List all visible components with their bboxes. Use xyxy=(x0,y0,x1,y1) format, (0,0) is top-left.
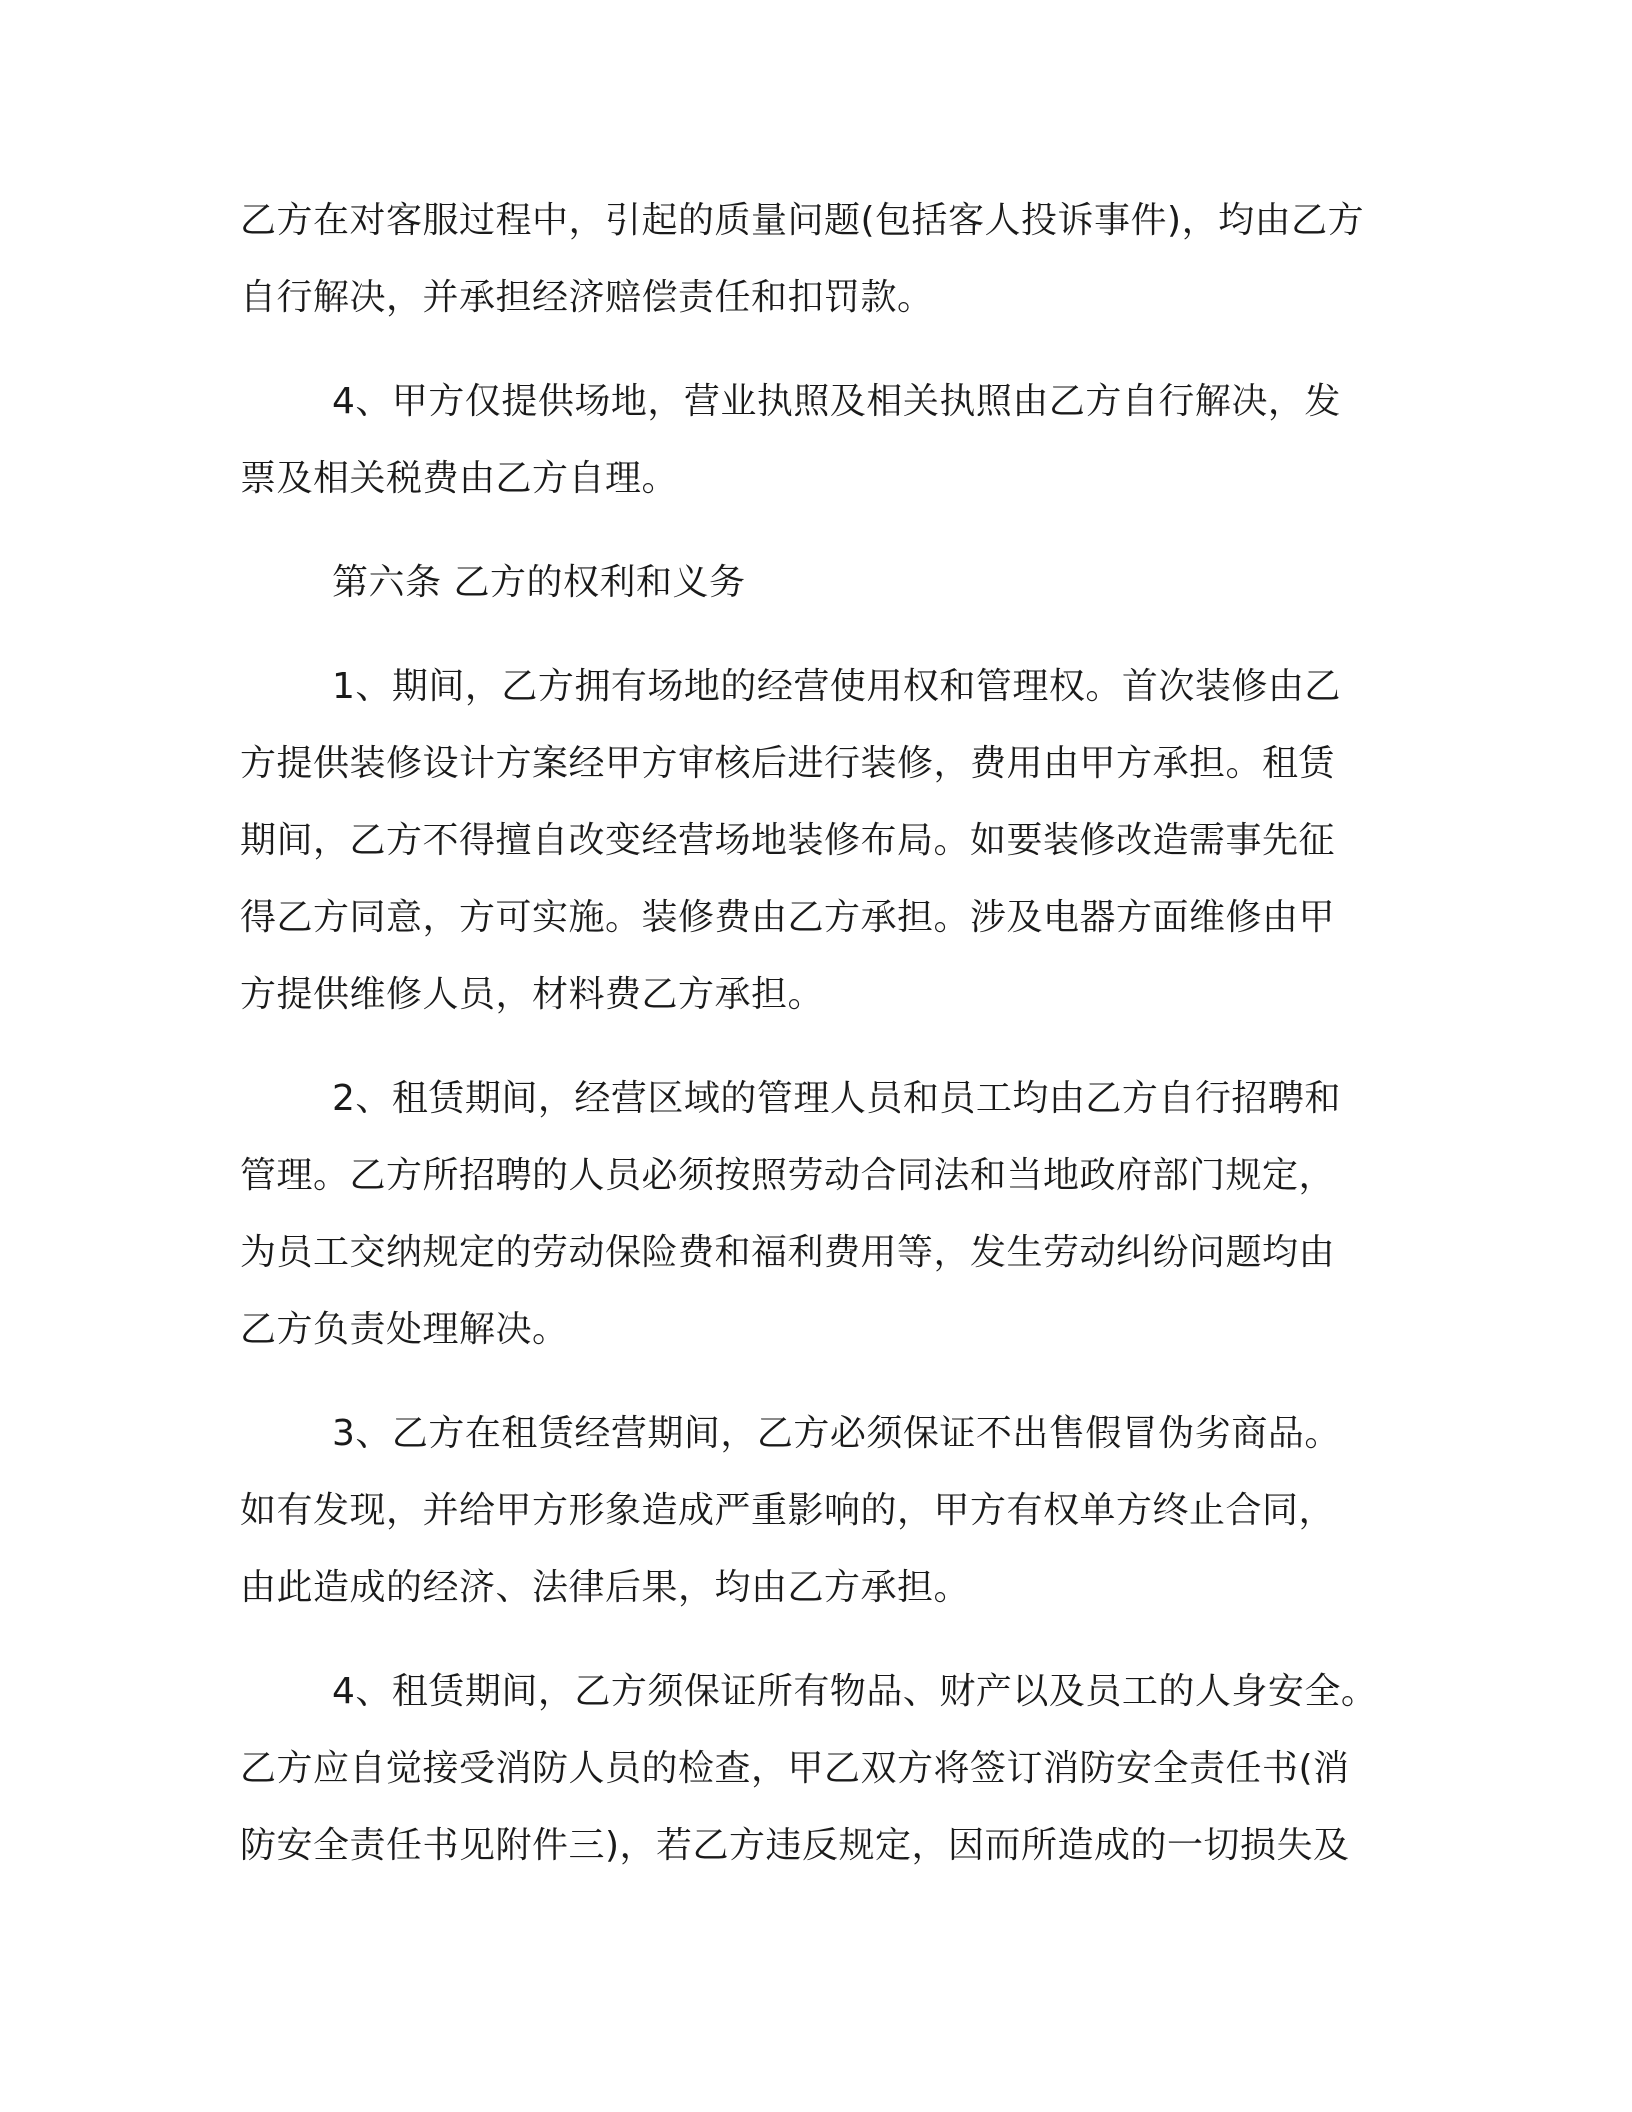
text-line: 防安全责任书见附件三)，若乙方违反规定，因而所造成的一切损失及 xyxy=(240,1825,1350,1866)
paragraph-item-4-safety xyxy=(240,1653,1390,1884)
document-body xyxy=(240,182,1390,1884)
text-line: 得乙方同意，方可实施。装修费由乙方承担。涉及电器方面维修由甲 xyxy=(240,897,1336,938)
paragraph-quality-issues xyxy=(240,182,1390,336)
paragraph-item-2-staff xyxy=(240,1060,1390,1368)
paragraph-item-4-venue xyxy=(240,363,1390,517)
article-heading xyxy=(240,544,1390,621)
article-title: 第六条 乙方的权利和义务 xyxy=(332,562,746,603)
text-line: 管理。乙方所招聘的人员必须按照劳动合同法和当地政府部门规定， xyxy=(240,1155,1336,1196)
text-line: 4、租赁期间，乙方须保证所有物品、财产以及员工的人身安全。 xyxy=(332,1671,1378,1712)
text-line: 4、甲方仅提供场地，营业执照及相关执照由乙方自行解决，发 xyxy=(332,381,1341,422)
text-line: 3、乙方在租赁经营期间，乙方必须保证不出售假冒伪劣商品。 xyxy=(332,1413,1341,1454)
text-line: 期间，乙方不得擅自改变经营场地装修布局。如要装修改造需事先征 xyxy=(240,820,1336,861)
text-line: 由此造成的经济、法律后果，均由乙方承担。 xyxy=(240,1567,971,1608)
text-line: 自行解决，并承担经济赔偿责任和扣罚款。 xyxy=(240,277,934,318)
text-line: 为员工交纳规定的劳动保险费和福利费用等，发生劳动纠纷问题均由 xyxy=(240,1232,1336,1273)
text-line: 方提供维修人员，材料费乙方承担。 xyxy=(240,974,825,1015)
text-line: 票及相关税费由乙方自理。 xyxy=(240,458,679,499)
paragraph-item-3-goods xyxy=(240,1395,1390,1626)
paragraph-item-1-rights xyxy=(240,648,1390,1033)
text-line: 如有发现，并给甲方形象造成严重影响的，甲方有权单方终止合同， xyxy=(240,1490,1336,1531)
text-line: 乙方在对客服过程中，引起的质量问题(包括客人投诉事件)，均由乙方 xyxy=(240,200,1365,241)
text-line: 乙方应自觉接受消防人员的检查，甲乙双方将签订消防安全责任书(消 xyxy=(240,1748,1350,1789)
text-line: 方提供装修设计方案经甲方审核后进行装修，费用由甲方承担。租赁 xyxy=(240,743,1336,784)
text-line: 1、期间，乙方拥有场地的经营使用权和管理权。首次装修由乙 xyxy=(332,666,1341,707)
text-line: 2、租赁期间，经营区域的管理人员和员工均由乙方自行招聘和 xyxy=(332,1078,1341,1119)
text-line: 乙方负责处理解决。 xyxy=(240,1309,569,1350)
